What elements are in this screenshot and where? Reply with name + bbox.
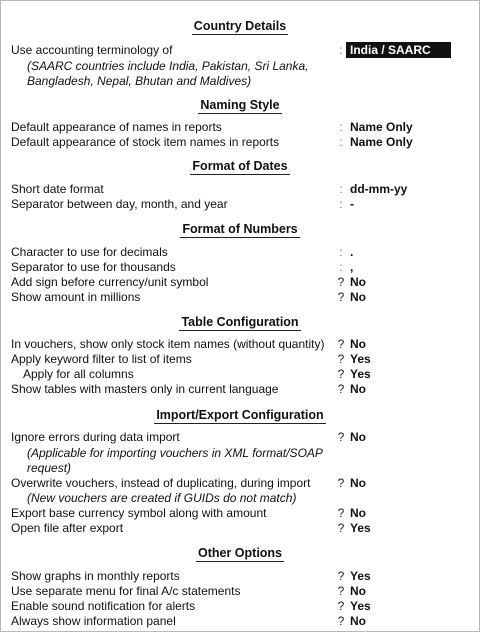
row-masters-current-language[interactable] (1, 382, 479, 397)
colon-mark: : (339, 182, 343, 196)
note-saarc-countries: (SAARC countries include India, Pakistan, Sri Lanka, Bangladesh, Nepal, Bhutan and Maldives) (27, 59, 309, 88)
label-keyword-filter: Apply keyword filter to list of items (11, 352, 192, 366)
note-guids: (New vouchers are created if GUIDs do not match) (27, 491, 297, 505)
label-amount-in-millions: Show amount in millions (11, 290, 141, 304)
label-export-currency-symbol: Export base currency symbol along with amount (11, 506, 267, 520)
label-masters-current-language: Show tables with masters only in current language (11, 382, 279, 396)
value-decimal-character[interactable]: . (350, 245, 354, 259)
question-mark: ? (337, 521, 345, 535)
value-short-date-format[interactable]: dd-mm-yy (350, 182, 408, 196)
section-title: Format of Numbers (182, 222, 298, 236)
section-title: Other Options (197, 546, 283, 560)
section-other-options (1, 545, 479, 562)
label-accounting-terminology: Use accounting terminology of (11, 43, 173, 57)
question-mark: ? (337, 367, 345, 381)
row-names-appearance[interactable] (1, 120, 479, 135)
row-keyword-filter[interactable] (1, 352, 479, 367)
label-ignore-import-errors: Ignore errors during data import (11, 430, 180, 444)
row-decimal-character[interactable] (1, 245, 479, 260)
colon-mark: : (339, 197, 343, 211)
value-keyword-filter[interactable]: Yes (350, 352, 371, 366)
value-accounting-terminology[interactable]: India / SAARC (346, 42, 451, 58)
row-ignore-import-errors[interactable] (1, 430, 479, 445)
label-information-panel: Always show information panel (11, 614, 176, 628)
section-naming-style (1, 97, 479, 114)
question-mark: ? (337, 506, 345, 520)
question-mark: ? (337, 352, 345, 366)
label-overwrite-vouchers: Overwrite vouchers, instead of duplicating, during import (11, 476, 311, 490)
value-masters-current-language[interactable]: No (350, 382, 366, 396)
row-thousand-separator[interactable] (1, 260, 479, 275)
question-mark: ? (337, 382, 345, 396)
question-mark: ? (337, 337, 345, 351)
section-title: Format of Dates (192, 159, 288, 173)
value-thousand-separator[interactable]: , (350, 260, 354, 274)
row-apply-all-columns[interactable] (1, 367, 479, 382)
row-sign-before-symbol[interactable] (1, 275, 479, 290)
label-thousand-separator: Separator to use for thousands (11, 260, 176, 274)
colon-mark: : (339, 245, 343, 259)
row-accounting-terminology[interactable] (1, 43, 479, 58)
label-apply-all-columns: Apply for all columns (23, 367, 134, 381)
section-table-configuration (1, 314, 479, 331)
value-apply-all-columns[interactable]: Yes (350, 367, 371, 381)
value-date-separator[interactable]: - (350, 197, 354, 211)
row-overwrite-vouchers[interactable] (1, 476, 479, 491)
value-stock-names-appearance[interactable]: Name Only (350, 135, 413, 149)
row-short-date-format[interactable] (1, 182, 479, 197)
row-stock-names-appearance[interactable] (1, 135, 479, 150)
colon-mark: : (339, 43, 343, 57)
question-mark: ? (337, 569, 345, 583)
value-open-file-after-export[interactable]: Yes (350, 521, 371, 535)
question-mark: ? (337, 290, 345, 304)
label-open-file-after-export: Open file after export (11, 521, 124, 535)
label-stock-names-appearance: Default appearance of stock item names in reports (11, 135, 280, 149)
label-separate-menu: Use separate menu for final A/c statements (11, 584, 241, 598)
question-mark: ? (337, 430, 345, 444)
value-amount-in-millions[interactable]: No (350, 290, 366, 304)
row-stock-names-only[interactable] (1, 337, 479, 352)
question-mark: ? (337, 476, 345, 490)
row-information-panel[interactable] (1, 614, 479, 629)
label-stock-names-only: In vouchers, show only stock item names (without quantity) (11, 337, 325, 351)
value-export-currency-symbol[interactable]: No (350, 506, 366, 520)
value-overwrite-vouchers[interactable]: No (350, 476, 366, 490)
question-mark: ? (337, 599, 345, 613)
row-graphs-monthly[interactable] (1, 569, 479, 584)
question-mark: ? (337, 584, 345, 598)
label-decimal-character: Character to use for decimals (11, 245, 168, 259)
label-short-date-format: Short date format (11, 182, 104, 196)
colon-mark: : (339, 135, 343, 149)
row-separate-menu[interactable] (1, 584, 479, 599)
label-sound-notification: Enable sound notification for alerts (11, 599, 196, 613)
value-sound-notification[interactable]: Yes (350, 599, 371, 613)
section-title: Naming Style (200, 98, 280, 112)
section-import-export (1, 407, 479, 424)
note-xml-soap: (Applicable for importing vouchers in XML format/SOAP request) (27, 446, 323, 475)
value-stock-names-only[interactable]: No (350, 337, 366, 351)
row-date-separator[interactable] (1, 197, 479, 212)
label-graphs-monthly: Show graphs in monthly reports (11, 569, 180, 583)
row-open-file-after-export[interactable] (1, 521, 479, 536)
section-format-of-dates (1, 158, 479, 175)
label-date-separator: Separator between day, month, and year (11, 197, 228, 211)
value-graphs-monthly[interactable]: Yes (350, 569, 371, 583)
section-title: Import/Export Configuration (156, 408, 324, 422)
value-ignore-import-errors[interactable]: No (350, 430, 366, 444)
question-mark: ? (337, 275, 345, 289)
row-export-currency-symbol[interactable] (1, 506, 479, 521)
label-names-appearance: Default appearance of names in reports (11, 120, 222, 134)
section-title: Table Configuration (181, 315, 299, 329)
row-sound-notification[interactable] (1, 599, 479, 614)
colon-mark: : (339, 260, 343, 274)
value-names-appearance[interactable]: Name Only (350, 120, 413, 134)
question-mark: ? (337, 614, 345, 628)
colon-mark: : (339, 120, 343, 134)
value-sign-before-symbol[interactable]: No (350, 275, 366, 289)
section-format-of-numbers (1, 221, 479, 238)
value-information-panel[interactable]: No (350, 614, 366, 628)
value-separate-menu[interactable]: No (350, 584, 366, 598)
section-country-details (1, 18, 479, 35)
row-amount-in-millions[interactable] (1, 290, 479, 305)
section-title: Country Details (193, 19, 287, 33)
label-sign-before-symbol: Add sign before currency/unit symbol (11, 275, 209, 289)
